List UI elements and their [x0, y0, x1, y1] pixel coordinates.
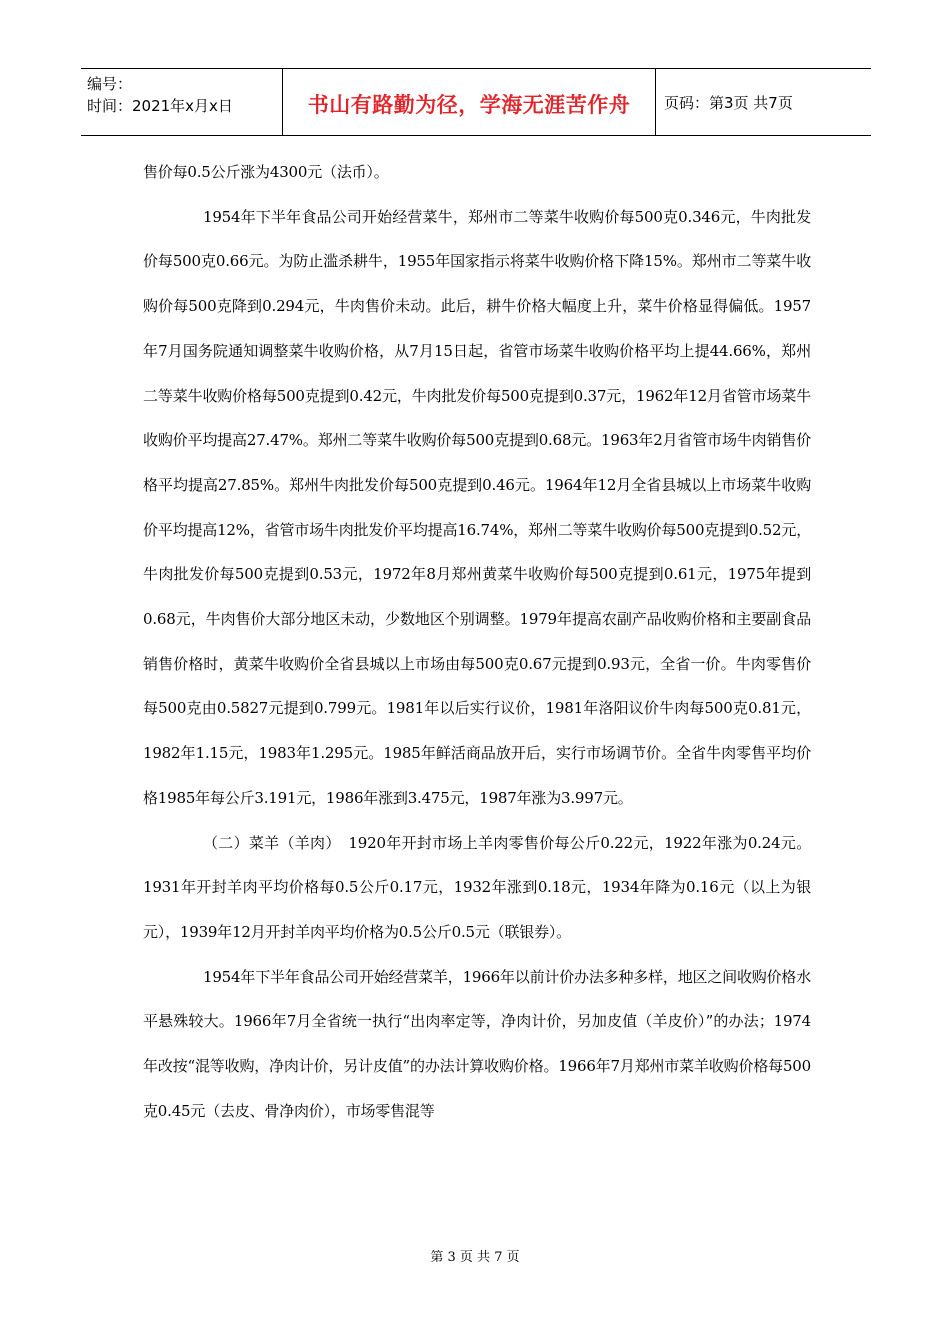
page-footer: 第 3 页 共 7 页	[430, 1250, 520, 1265]
header-motto-cell	[283, 69, 656, 135]
document-date-label: 时间：2021年x月x日	[87, 97, 233, 115]
body-paragraph: （二）菜羊（羊肉） 1920年开封市场上羊肉零售价每公斤0.22元，1922年涨为0.24元。1931年开封羊肉平均价格每0.5公斤0.17元，1932年涨到0.18元，1934年降为0.16元（以上为银元），1939年12月开封羊肉平均价格为0.5公斤0.5元（联银券）。	[143, 833, 811, 941]
body-paragraph: 售价每0.5公斤涨为4300元（法币）。	[143, 163, 389, 181]
header-page-label: 页码：第3页 共7页	[664, 93, 793, 112]
document-header	[81, 68, 871, 136]
document-body	[143, 150, 811, 1133]
body-paragraph: 1954年下半年食品公司开始经营菜牛，郑州市二等菜牛收购价每500克0.346元，牛肉批发价每500克0.66元。为防止滥杀耕牛，1955年国家指示将菜牛收购价格下降15%。郑州市二等菜牛收购价每500克降到0.294元，牛肉售价未动。此后，耕牛价格大幅度上升，菜牛价格显得偏低。1957年7月国务院通知调整菜牛收购价格，从7月15日起，省管市场菜牛收购价格平均上提44.66%，郑州二等菜牛收购价格每500克提到0.42元，牛肉批发价每500克提到0.37元，1962年12月省管市场菜牛收购价平均提高27.47%。郑州二等菜牛收购价每500克提到0.68元。1963年2月省管市场牛肉销售价格平均提高27.85%。郑州牛肉批发价每500克提到0.46元。1964年12月全省县城以上市场菜牛收购价平均提高12%，省管市场牛肉批发价平均提高16.74%，郑州二等菜牛收购价每500克提到0.52元，牛肉批发价每500克提到0.53元，1972年8月郑州黄菜牛收购价每500克提到0.61元，1975年提到0.68元，牛肉售价大部分地区未动，少数地区个别调整。1979年提高农副产品收购价格和主要副食品销售价格时，黄菜牛收购价全省县城以上市场由每500克0.67元提到0.93元，全省一价。牛肉零售价每500克由0.5827元提到0.799元。1981年以后实行议价，1981年洛阳议价牛肉每500克0.81元，1982年1.15元，1983年1.295元。1985年鲜活商品放开后，实行市场调节价。全省牛肉零售平均价格1985年每公斤3.191元，1986年涨到3.475元，1987年涨为3.997元。	[143, 207, 811, 807]
header-motto: 书山有路勤为径，学海无涯苦作舟	[307, 93, 631, 117]
body-paragraph: 1954年下半年食品公司开始经营菜羊，1966年以前计价办法多种多样，地区之间收购价格水平悬殊较大。1966年7月全省统一执行“出肉率定等，净肉计价，另加皮值（羊皮价）”的办法；1974年改按“混等收购，净肉计价，另计皮值”的办法计算收购价格。1966年7月郑州市菜羊收购价格每500克0.45元（去皮、骨净肉价），市场零售混等	[143, 967, 811, 1120]
header-page-cell	[656, 69, 871, 135]
header-meta-cell	[81, 69, 283, 135]
document-number-label: 编号：	[87, 75, 133, 93]
